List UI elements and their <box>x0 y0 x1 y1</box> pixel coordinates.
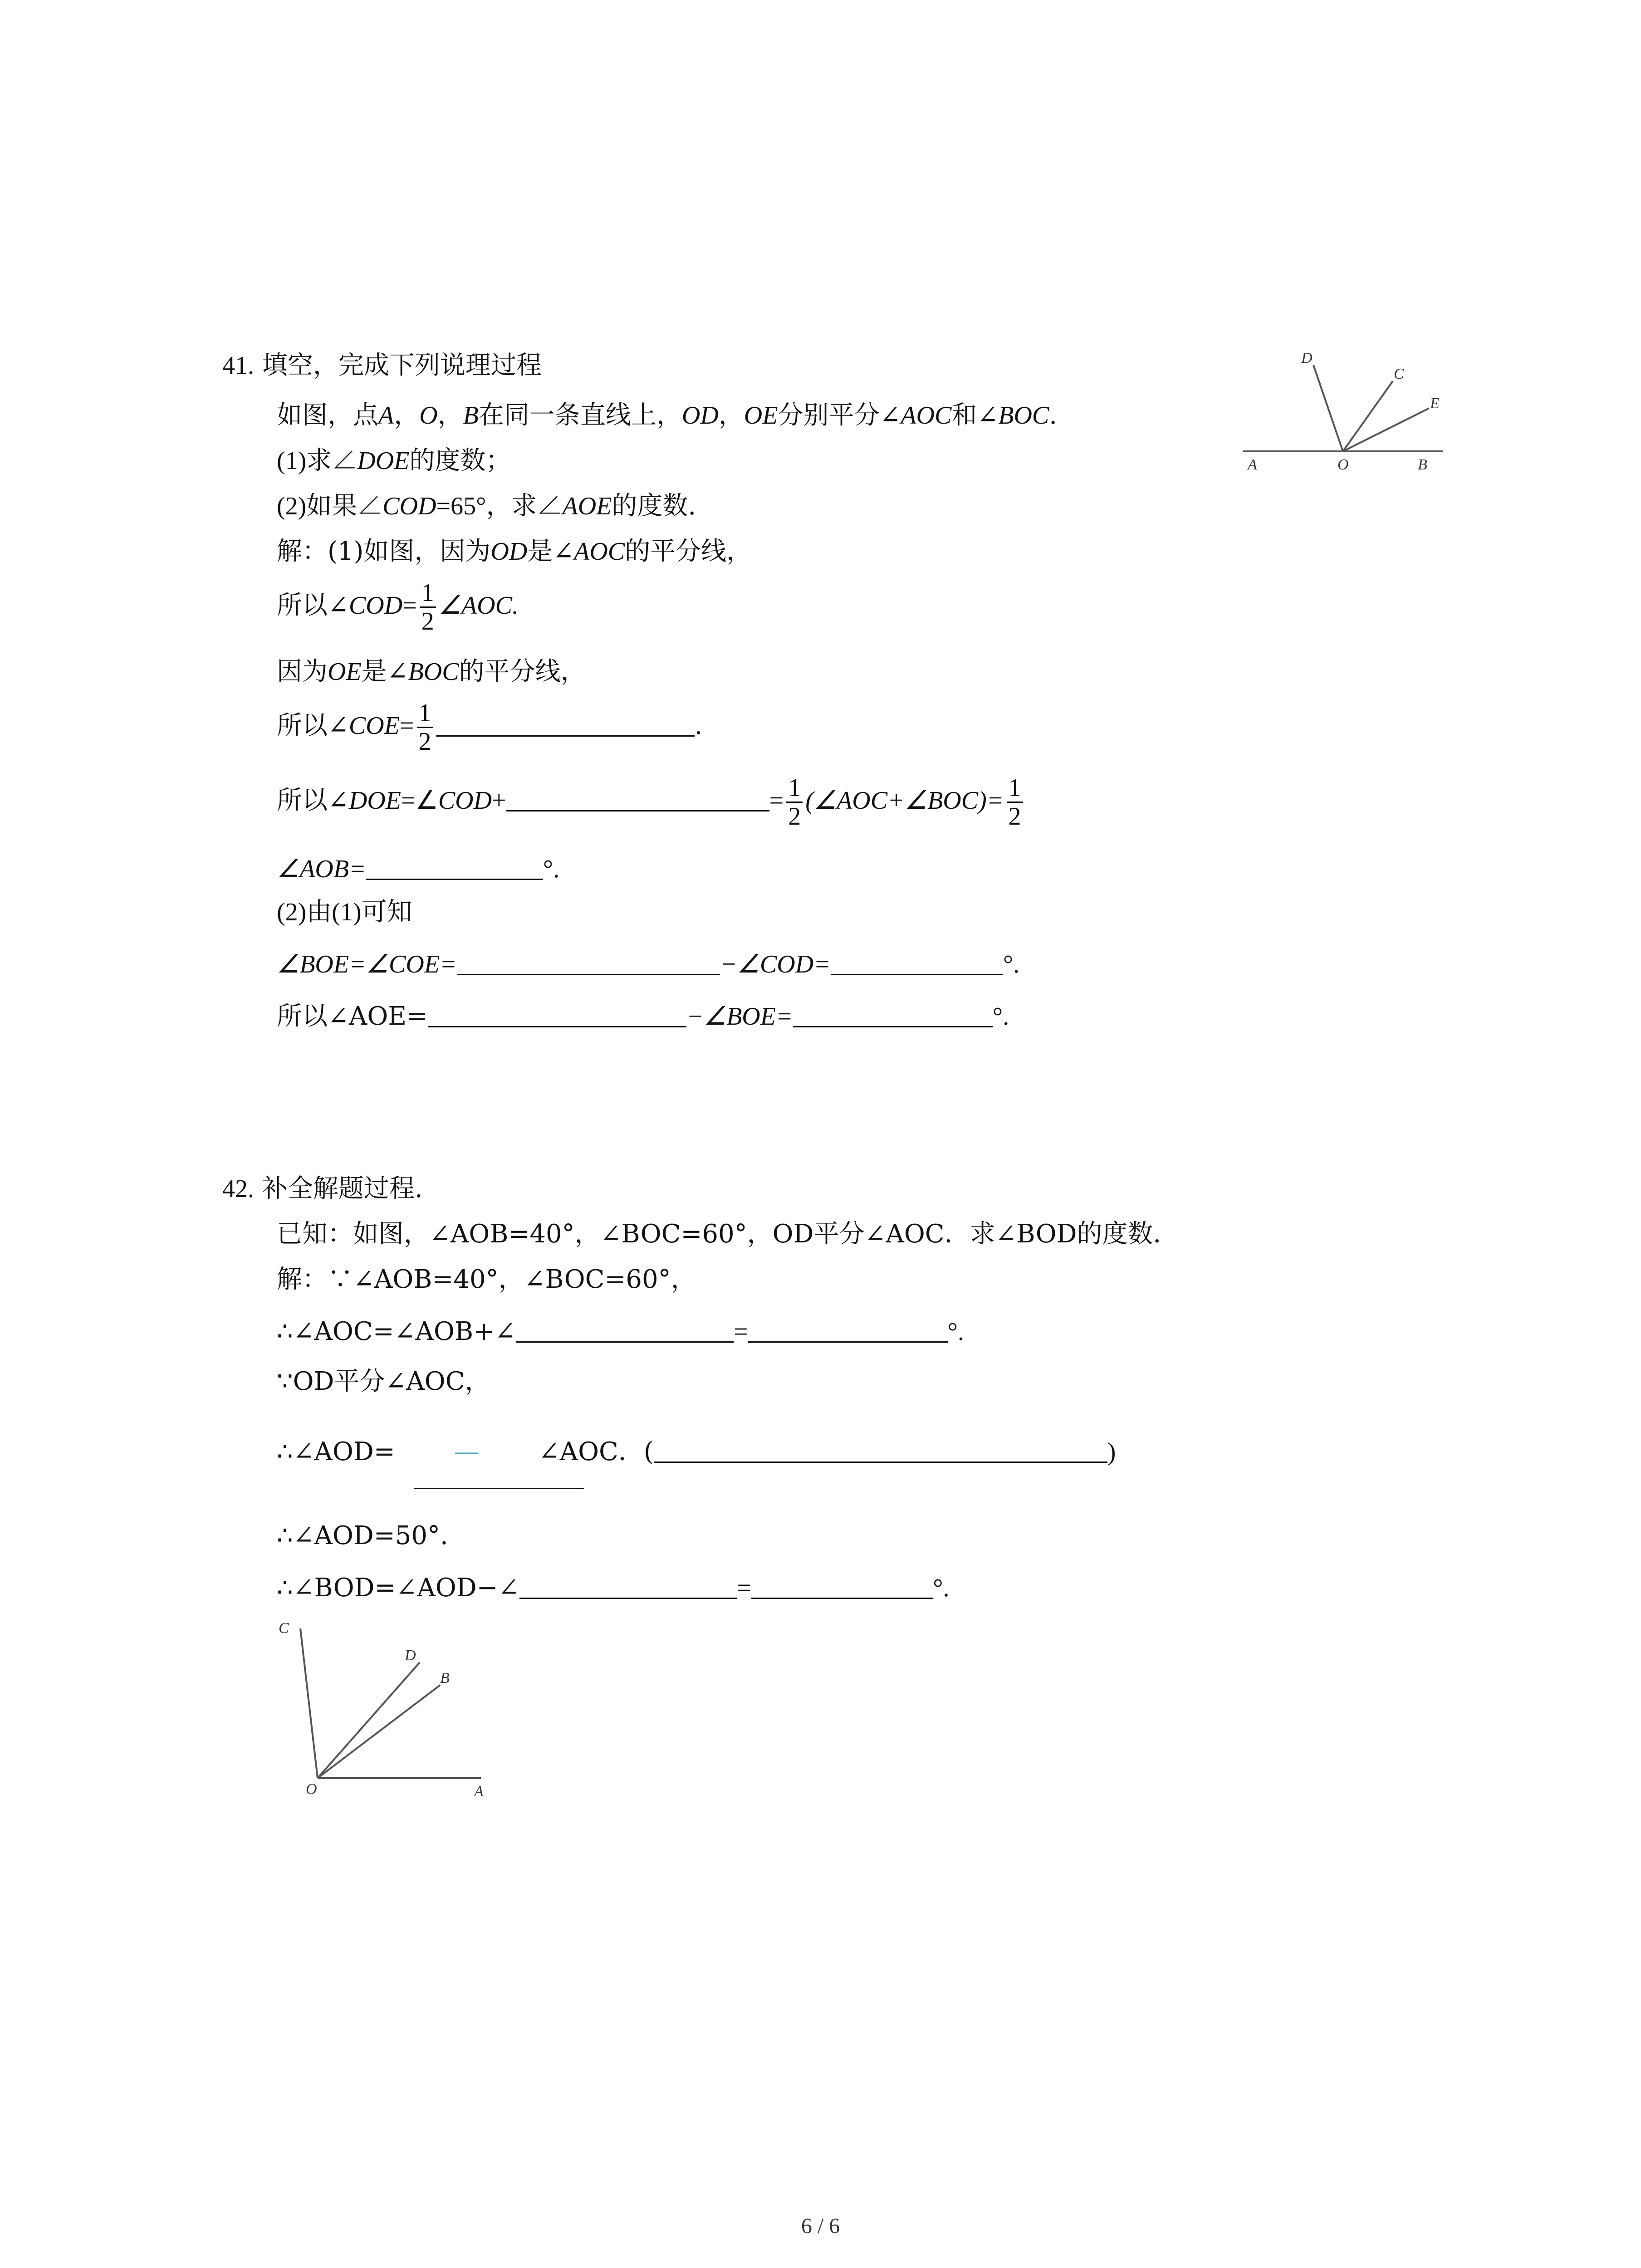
q41-degree: °. <box>1003 950 1020 978</box>
q42-angle-aoc: ∠AOC．( <box>538 1437 654 1466</box>
q41-angle-aoc: AOC <box>901 401 952 430</box>
q42-blank-reason[interactable] <box>654 1436 1107 1463</box>
q41-header <box>222 349 542 382</box>
q41-comma: ， <box>718 401 744 430</box>
q41-angle-aoe: 所以∠AOE= <box>277 1002 428 1031</box>
q41-label-a: A <box>1248 456 1257 473</box>
q41-angle-boe: −∠BOE= <box>686 1002 793 1031</box>
q42-title: 补全解题过程. <box>262 1174 423 1203</box>
fraction-numerator: 1 <box>1007 774 1023 803</box>
q41-title: 填空，完成下列说理过程 <box>262 351 542 380</box>
q41-ray-oe: OE <box>328 658 362 686</box>
q41-ray-od: OD <box>681 401 719 430</box>
q41-label-d: D <box>1301 350 1313 367</box>
q41-part1-text: 的度数； <box>409 446 511 475</box>
q42-given <box>277 1218 1179 1251</box>
q42-blank-bod-value[interactable] <box>751 1572 933 1599</box>
q41-solution-4 <box>277 696 702 755</box>
q41-blank-boe-1[interactable] <box>457 948 720 975</box>
q42-solution-text: ∴∠AOD=50°. <box>277 1521 448 1550</box>
q41-part2-text: (2)如果∠ <box>277 492 383 520</box>
q42-blank-angle[interactable] <box>516 1316 734 1343</box>
q41-intro-text: 在同一条直线上， <box>478 401 682 430</box>
q41-angle-boe: ∠BOE=∠COE= <box>277 950 457 978</box>
q41-solution-2 <box>277 576 519 635</box>
q41-angle-cod: COD <box>348 591 403 620</box>
q41-solution-text: 是∠ <box>527 537 574 566</box>
q41-angle-aoe: AOE <box>562 492 612 520</box>
q41-blank-aob[interactable] <box>366 853 543 880</box>
q41-angle-cod: COD <box>382 492 436 520</box>
q41-equals: = <box>402 591 417 620</box>
q42-solution-4 <box>277 1436 1116 1468</box>
q41-comma: ， <box>394 401 420 430</box>
q41-solution-text: 所以∠ <box>277 711 349 740</box>
q41-blank-aoe-2[interactable] <box>793 1001 993 1027</box>
q42-ray-od-line <box>318 1662 420 1778</box>
q41-solution-text: 的平分线， <box>625 537 752 566</box>
q41-fraction-half <box>1007 774 1023 830</box>
q42-label-d: D <box>405 1647 416 1664</box>
q41-point-a: A <box>378 401 394 430</box>
q41-ray-od: OD <box>490 538 528 566</box>
q41-solution-text: 所以∠ <box>277 786 349 815</box>
q41-point-o: O <box>419 401 438 430</box>
q41-angle-cod: COD <box>438 787 492 815</box>
q42-blank-fraction-denominator[interactable] <box>414 1488 584 1489</box>
q41-equals: = <box>399 712 414 740</box>
q42-header <box>222 1173 423 1205</box>
q42-label-c: C <box>279 1620 289 1637</box>
q41-ray-od-line <box>1313 365 1343 451</box>
q42-solution-6 <box>277 1572 950 1604</box>
q41-plus: + <box>492 787 506 815</box>
q41-solution-text: 的平分线， <box>459 657 586 686</box>
q41-equals: = <box>769 787 784 815</box>
q41-label-e: E <box>1430 395 1440 412</box>
fraction-numerator: 1 <box>420 579 436 608</box>
q41-degree: °. <box>992 1002 1009 1031</box>
q41-solution-6 <box>277 853 559 885</box>
q41-angle-aob: ∠AOB= <box>277 855 366 883</box>
q41-angle-cod: −∠COD= <box>720 950 831 978</box>
q41-solution-text: 所以∠ <box>277 591 349 620</box>
q41-angle-sum: (∠AOC+∠BOC)= <box>805 787 1004 815</box>
q41-solution-text: 解：(1)如图，因为 <box>277 537 491 566</box>
q42-solution-2 <box>277 1315 964 1348</box>
q42-blank-angle-2[interactable] <box>519 1572 737 1599</box>
q41-label-o: O <box>1337 456 1349 473</box>
q42-angle-bod: ∴∠BOD=∠AOD−∠ <box>277 1573 519 1603</box>
fraction-denominator: 2 <box>418 728 431 756</box>
q41-intro-text: 如图，点 <box>277 401 378 430</box>
q41-solution-text: 是∠ <box>361 657 408 686</box>
q41-period: . <box>1049 401 1058 430</box>
q41-part1-text: (1)求∠ <box>277 447 358 475</box>
q41-solution-8 <box>277 948 1019 981</box>
q42-label-b: B <box>440 1670 450 1686</box>
q41-point-b: B <box>463 401 479 430</box>
q41-solution-7 <box>277 896 412 929</box>
q42-figure <box>268 1615 513 1805</box>
q42-number: 42. <box>222 1175 254 1203</box>
q41-solution-text: (2)由(1)可知 <box>277 898 412 926</box>
q42-equals: = <box>733 1318 748 1346</box>
q41-fraction-half <box>420 579 436 635</box>
q42-label-o: O <box>306 1781 317 1798</box>
q42-solution-1 <box>277 1263 696 1296</box>
q42-degree: °. <box>947 1318 964 1346</box>
q41-blank-boe-2[interactable] <box>831 948 1003 975</box>
q42-solution-text: ∵OD平分∠AOC， <box>277 1367 490 1396</box>
fraction-denominator: 2 <box>1008 802 1021 831</box>
q41-part2-text: =65°，求∠ <box>436 492 563 520</box>
q41-ray-oc-line <box>1343 381 1393 451</box>
q41-blank-aoe-1[interactable] <box>428 1001 686 1027</box>
page-number: 6 / 6 <box>801 2214 840 2238</box>
q42-solution-text: 解：∵∠AOB=40°，∠BOC=60°， <box>277 1265 696 1294</box>
q41-intro-text: 和∠ <box>951 401 999 430</box>
q41-degree: °. <box>543 855 560 883</box>
fraction-denominator: 2 <box>788 802 801 831</box>
q41-solution-1 <box>277 535 752 568</box>
q42-degree: °. <box>933 1574 950 1602</box>
q41-angle-boc: BOC <box>408 658 459 686</box>
q41-angle-aoc: ∠AOC. <box>438 591 519 620</box>
q41-angle-doe: DOE <box>357 447 410 475</box>
q42-ray-oc-line <box>300 1628 318 1778</box>
q41-solution-3 <box>277 655 586 688</box>
q42-fraction-dash: — <box>454 1437 480 1466</box>
q41-ray-oe: OE <box>744 401 778 430</box>
q41-angle-doe: DOE <box>348 787 402 815</box>
fraction-denominator: 2 <box>421 607 434 635</box>
q42-solution-5 <box>277 1520 448 1552</box>
q41-angle-aoc: AOC <box>574 538 625 566</box>
fraction-numerator: 1 <box>417 699 433 728</box>
fraction-numerator: 1 <box>786 774 803 803</box>
q41-solution-text: 因为 <box>277 657 328 686</box>
q41-solution-text: =∠ <box>401 787 438 815</box>
q41-label-c: C <box>1394 366 1404 382</box>
q41-part1 <box>277 445 511 477</box>
q41-label-b: B <box>1418 456 1427 473</box>
q41-number: 41. <box>222 352 254 380</box>
q42-given-text: 已知：如图，∠AOB=40°，∠BOC=60°，OD平分∠AOC．求∠BOD的度数． <box>277 1219 1179 1249</box>
q42-angle-aod: ∴∠AOD= <box>277 1437 395 1466</box>
q41-fraction-half <box>417 699 433 755</box>
q41-intro-text: 分别平分∠ <box>778 401 901 430</box>
q42-label-a: A <box>474 1783 484 1800</box>
q41-fraction-half <box>786 774 803 830</box>
q41-intro <box>277 399 1057 432</box>
q41-comma: ， <box>437 401 463 430</box>
q41-angle-coe: COE <box>348 712 400 740</box>
q41-blank-doe-sum[interactable] <box>506 785 769 811</box>
q42-paren-close: ) <box>1107 1438 1116 1466</box>
q41-angle-boc: BOC <box>998 401 1049 430</box>
q41-solution-9 <box>277 1000 1009 1033</box>
q42-blank-aoc-value[interactable] <box>748 1316 948 1343</box>
q42-angle-aoc: ∴∠AOC=∠AOB+∠ <box>277 1317 516 1346</box>
q41-blank-coe[interactable] <box>436 710 695 737</box>
q41-part2 <box>277 490 696 523</box>
q42-solution-3 <box>277 1365 490 1398</box>
q42-equals: = <box>737 1574 752 1602</box>
q41-solution-5 <box>277 771 1026 830</box>
q41-ray-oe-line <box>1343 408 1429 451</box>
q41-figure <box>1234 345 1452 481</box>
q41-period: . <box>694 711 703 740</box>
q41-part2-text: 的度数. <box>612 491 696 521</box>
q42-ray-ob-line <box>318 1685 440 1778</box>
